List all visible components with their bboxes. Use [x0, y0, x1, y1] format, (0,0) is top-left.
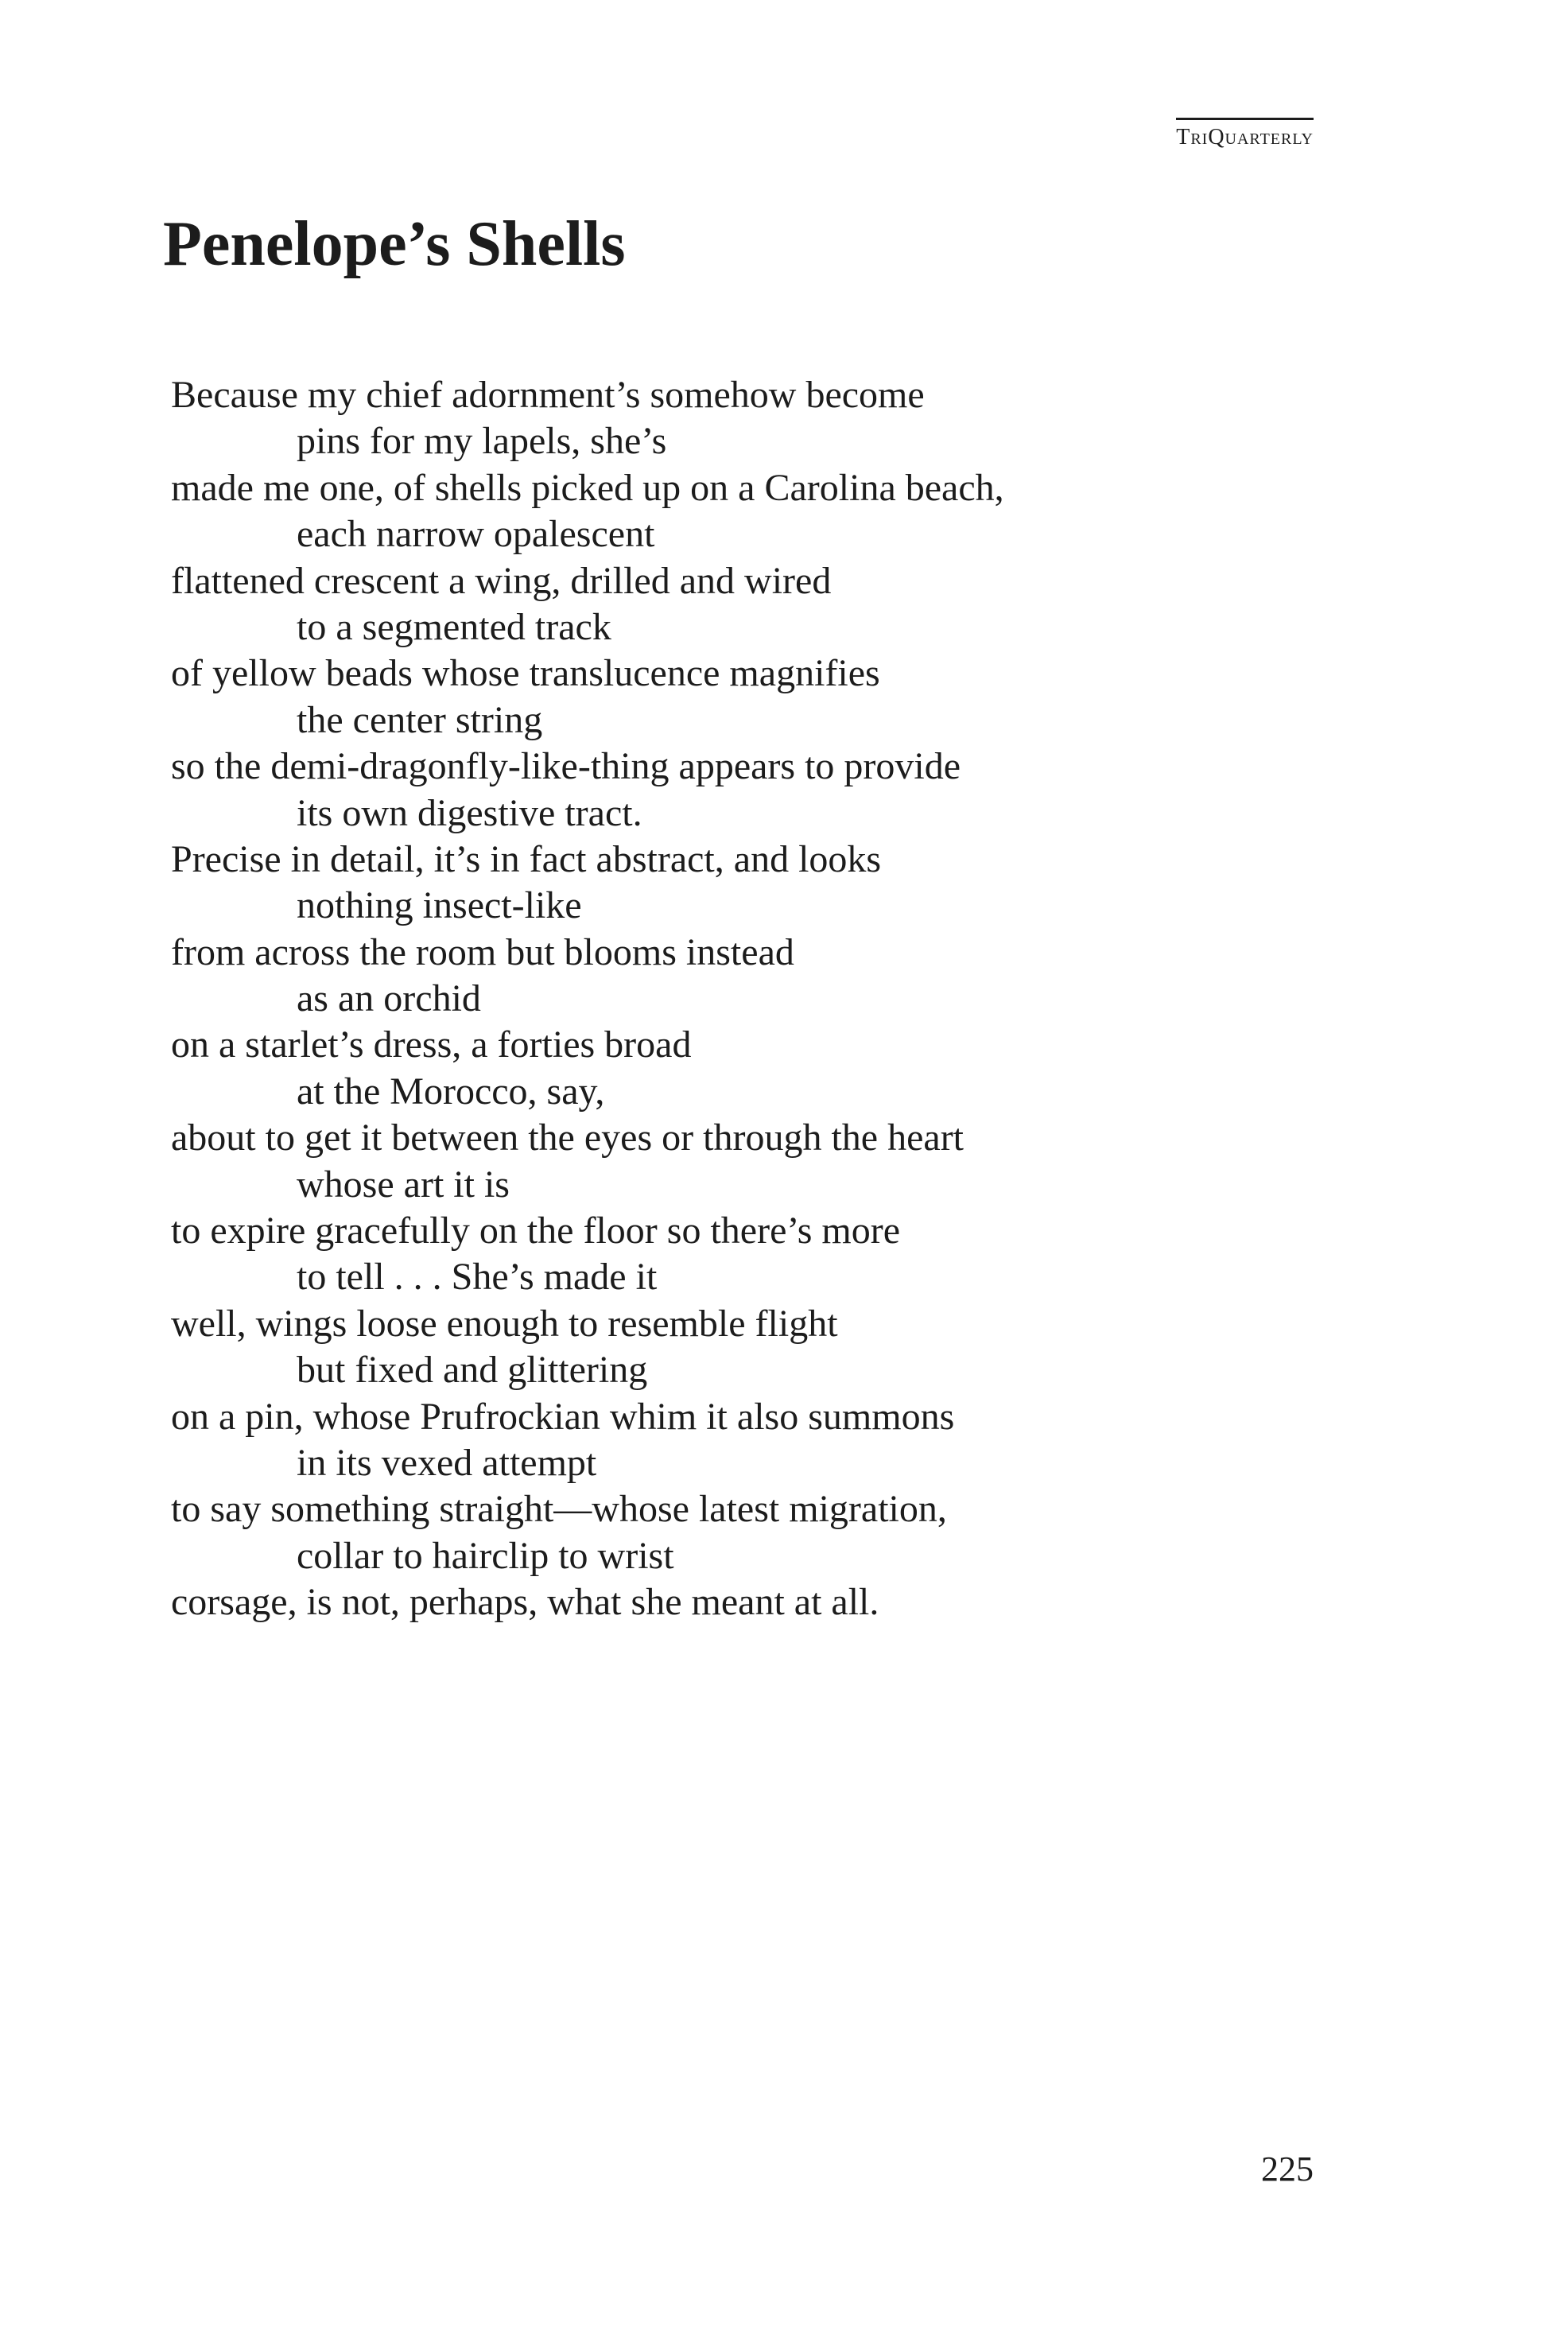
poem-line: whose art it is [297, 1163, 510, 1206]
poem-line: each narrow opalescent [297, 513, 655, 556]
poem-line: in its vexed attempt [297, 1441, 597, 1484]
poem-line: on a starlet’s dress, a forties broad [171, 1023, 692, 1066]
poem-line: to a segmented track [297, 605, 611, 648]
poem-line: at the Morocco, say, [297, 1070, 605, 1113]
poem-line: Because my chief adornment’s somehow become [171, 374, 925, 416]
poem-line: about to get it between the eyes or through the heart [171, 1117, 964, 1159]
poem-line: as an orchid [297, 977, 481, 1020]
poem-line: of yellow beads whose translucence magnifies [171, 652, 880, 695]
poem-line: well, wings loose enough to resemble flight [171, 1302, 838, 1345]
poem-line: but fixed and glittering [297, 1349, 648, 1392]
poem-line: from across the room but blooms instead [171, 930, 794, 973]
poem-line: to expire gracefully on the floor so there’s more [171, 1210, 901, 1252]
poem-body [171, 372, 1004, 1626]
poem-line: nothing insect-like [297, 884, 582, 927]
poem-line: on a pin, whose Prufrockian whim it also summons [171, 1395, 955, 1438]
poem-line: collar to hairclip to wrist [297, 1534, 674, 1577]
poem-line: its own digestive tract. [297, 791, 642, 834]
poem-line: to say something straight—whose latest migration, [171, 1488, 947, 1531]
page-number: 225 [1261, 2150, 1314, 2188]
poem-line: flattened crescent a wing, drilled and wired [171, 559, 832, 602]
poem-title: Penelope’s Shells [163, 209, 626, 279]
poem-line: pins for my lapels, she’s [297, 420, 667, 463]
running-head-journal-name: TriQuarterly [1176, 118, 1314, 150]
poem-line: the center string [297, 698, 543, 741]
poem-line: to tell . . . She’s made it [297, 1256, 658, 1299]
poem-line: Precise in detail, it’s in fact abstract, and looks [171, 837, 882, 880]
poem-line: made me one, of shells picked up on a Carolina beach, [171, 466, 1004, 509]
poem-line: corsage, is not, perhaps, what she meant at all. [171, 1581, 879, 1624]
poem-line: so the demi-dragonfly-like-thing appears to provide [171, 745, 961, 788]
